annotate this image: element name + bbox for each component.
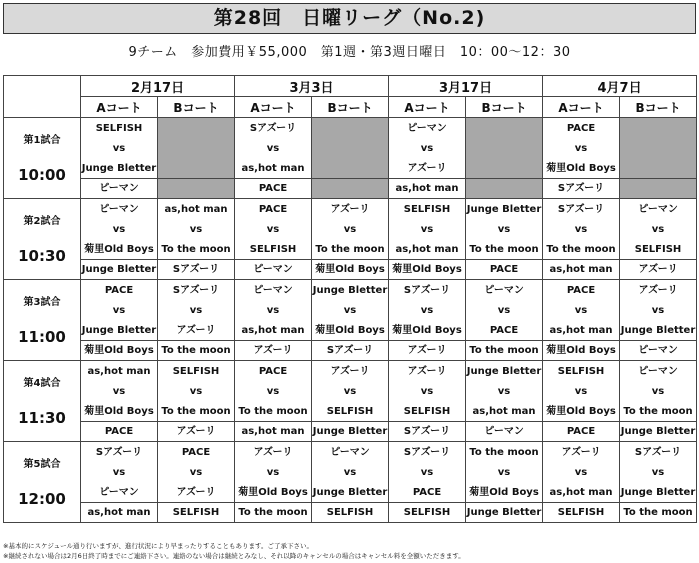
court-header: Bコート [620, 97, 697, 118]
away-team-cell: 菊里Old Boys [543, 158, 620, 179]
match-line-row [4, 482, 697, 503]
referee-team-cell: Sアズーリ [543, 179, 620, 199]
away-team-cell: To the moon [466, 239, 543, 260]
referee-team-cell: as,hot man [235, 422, 312, 442]
away-team-cell: as,hot man [543, 482, 620, 503]
home-team-cell: as,hot man [158, 199, 235, 220]
away-team-cell: アズーリ [158, 482, 235, 503]
vs-cell: vs [235, 381, 312, 401]
home-team-cell: アズーリ [543, 442, 620, 463]
referee-team-cell: PACE [235, 179, 312, 199]
round-number: 第4試合 [23, 378, 61, 389]
home-team-cell: Sアズーリ [81, 442, 158, 463]
vs-cell: vs [466, 381, 543, 401]
referee-team-cell: Junge Bletter [81, 260, 158, 280]
referee-team-cell: ピーマン [235, 260, 312, 280]
vs-cell: vs [466, 462, 543, 482]
home-team-cell: PACE [81, 280, 158, 301]
home-team-cell: as,hot man [81, 361, 158, 382]
court-header: Bコート [466, 97, 543, 118]
match-line-row [4, 118, 697, 139]
match-line-row [4, 320, 697, 341]
home-team-cell: ピーマン [235, 280, 312, 301]
round-number: 第2試合 [23, 216, 61, 227]
away-team-cell: as,hot man [543, 320, 620, 341]
away-team-cell: アズーリ [389, 158, 466, 179]
round-number: 第3試合 [23, 297, 61, 308]
vs-cell: vs [543, 381, 620, 401]
date-header: 4月7日 [543, 76, 697, 97]
home-team-cell: Sアズーリ [158, 280, 235, 301]
away-team-cell: as,hot man [235, 320, 312, 341]
home-team-cell: ピーマン [81, 199, 158, 220]
referee-team-cell: To the moon [620, 503, 697, 523]
match-line-row [4, 381, 697, 401]
away-team-cell: as,hot man [389, 239, 466, 260]
home-team-cell: アズーリ [389, 361, 466, 382]
home-team-cell: SELFISH [389, 199, 466, 220]
round-time: 10:30 [18, 247, 66, 265]
referee-team-cell: To the moon [235, 503, 312, 523]
referee-team-cell: 菊里Old Boys [312, 260, 389, 280]
match-line-row [4, 422, 697, 442]
away-team-cell: SELFISH [620, 239, 697, 260]
referee-team-cell: SELFISH [543, 503, 620, 523]
date-header-row [4, 76, 697, 97]
referee-team-cell: 菊里Old Boys [389, 260, 466, 280]
away-team-cell: Junge Bletter [620, 320, 697, 341]
notes [3, 541, 696, 561]
home-team-cell: Sアズーリ [235, 118, 312, 139]
referee-team-cell: アズーリ [235, 341, 312, 361]
date-header: 3月17日 [389, 76, 543, 97]
referee-team-cell: PACE [466, 260, 543, 280]
away-team-cell: PACE [389, 482, 466, 503]
away-team-cell: as,hot man [466, 401, 543, 422]
round-label-cell [4, 118, 81, 199]
referee-team-cell: SELFISH [312, 503, 389, 523]
match-line-row [4, 401, 697, 422]
vs-cell: vs [81, 219, 158, 239]
home-team-cell: Sアズーリ [543, 199, 620, 220]
vs-cell: vs [312, 219, 389, 239]
round-time: 12:00 [18, 490, 66, 508]
vs-cell: vs [389, 138, 466, 158]
vs-cell: vs [81, 462, 158, 482]
referee-team-cell: 菊里Old Boys [543, 341, 620, 361]
home-team-cell: アズーリ [620, 280, 697, 301]
court-header: Aコート [81, 97, 158, 118]
court-header: Bコート [312, 97, 389, 118]
referee-team-cell: PACE [543, 422, 620, 442]
vs-cell: vs [81, 138, 158, 158]
home-team-cell: ピーマン [312, 442, 389, 463]
home-team-cell: ピーマン [620, 361, 697, 382]
court-header-row [4, 97, 697, 118]
court-header: Aコート [235, 97, 312, 118]
match-line-row [4, 361, 697, 382]
away-team-cell: To the moon [235, 401, 312, 422]
away-team-cell: 菊里Old Boys [312, 320, 389, 341]
match-line-row [4, 179, 697, 199]
home-team-cell: アズーリ [312, 361, 389, 382]
round-number: 第1試合 [23, 135, 61, 146]
referee-team-cell: Junge Bletter [312, 422, 389, 442]
away-team-cell: To the moon [312, 239, 389, 260]
empty-court-cell [466, 118, 543, 179]
empty-court-cell [312, 179, 389, 199]
home-team-cell: PACE [543, 118, 620, 139]
page-title: 第28回 日曜リーグ（No.2) [3, 3, 696, 34]
vs-cell: vs [543, 462, 620, 482]
referee-team-cell: To the moon [158, 341, 235, 361]
home-team-cell: ピーマン [389, 118, 466, 139]
vs-cell: vs [389, 381, 466, 401]
league-info: 9チーム 参加費用￥55,000 第1週・第3週日曜日 10：00〜12：30 [128, 45, 571, 60]
empty-court-cell [158, 118, 235, 179]
home-team-cell: Junge Bletter [466, 199, 543, 220]
referee-team-cell: Sアズーリ [312, 341, 389, 361]
home-team-cell: Junge Bletter [466, 361, 543, 382]
referee-team-cell: Junge Bletter [466, 503, 543, 523]
match-line-row [4, 260, 697, 280]
vs-cell: vs [389, 462, 466, 482]
match-line-row [4, 219, 697, 239]
away-team-cell: To the moon [620, 401, 697, 422]
away-team-cell: 菊里Old Boys [81, 401, 158, 422]
date-header: 2月17日 [81, 76, 235, 97]
match-line-row [4, 442, 697, 463]
home-team-cell: SELFISH [543, 361, 620, 382]
referee-team-cell: ピーマン [620, 341, 697, 361]
match-line-row [4, 199, 697, 220]
vs-cell: vs [389, 300, 466, 320]
vs-cell: vs [620, 381, 697, 401]
vs-cell: vs [466, 219, 543, 239]
match-line-row [4, 462, 697, 482]
round-time: 11:00 [18, 328, 66, 346]
referee-team-cell: Sアズーリ [389, 422, 466, 442]
vs-cell: vs [543, 138, 620, 158]
away-team-cell: 菊里Old Boys [81, 239, 158, 260]
vs-cell: vs [158, 462, 235, 482]
empty-court-cell [620, 179, 697, 199]
round-label-cell [4, 361, 81, 442]
empty-court-cell [466, 179, 543, 199]
referee-team-cell: ピーマン [81, 179, 158, 199]
away-team-cell: To the moon [158, 239, 235, 260]
schedule-table [3, 75, 697, 523]
match-line-row [4, 300, 697, 320]
home-team-cell: ピーマン [466, 280, 543, 301]
away-team-cell: 菊里Old Boys [543, 401, 620, 422]
home-team-cell: Sアズーリ [389, 442, 466, 463]
home-team-cell: アズーリ [235, 442, 312, 463]
referee-team-cell: 菊里Old Boys [81, 341, 158, 361]
vs-cell: vs [389, 219, 466, 239]
away-team-cell: 菊里Old Boys [389, 320, 466, 341]
referee-team-cell: アズーリ [158, 422, 235, 442]
home-team-cell: アズーリ [312, 199, 389, 220]
home-team-cell: PACE [235, 199, 312, 220]
away-team-cell: as,hot man [235, 158, 312, 179]
round-label-cell [4, 280, 81, 361]
vs-cell: vs [235, 462, 312, 482]
match-line-row [4, 503, 697, 523]
away-team-cell: アズーリ [158, 320, 235, 341]
match-line-row [4, 341, 697, 361]
home-team-cell: PACE [235, 361, 312, 382]
referee-team-cell: Junge Bletter [620, 422, 697, 442]
empty-court-cell [312, 118, 389, 179]
home-team-cell: PACE [543, 280, 620, 301]
vs-cell: vs [158, 219, 235, 239]
note-line: ※継続されない場合は2月6日終了時までにご連絡下さい。連絡のない場合は継続とみなし、それ以降のキャンセルの場合はキャンセル料を全額いただきます。 [3, 552, 465, 560]
match-line-row [4, 239, 697, 260]
round-label-cell [4, 442, 81, 523]
round-label-cell [4, 199, 81, 280]
round-time: 11:30 [18, 409, 66, 427]
round-number: 第5試合 [23, 459, 61, 470]
away-team-cell: PACE [466, 320, 543, 341]
away-team-cell: Junge Bletter [81, 320, 158, 341]
referee-team-cell: ピーマン [466, 422, 543, 442]
home-team-cell: PACE [158, 442, 235, 463]
vs-cell: vs [235, 300, 312, 320]
away-team-cell: ピーマン [81, 482, 158, 503]
away-team-cell: SELFISH [235, 239, 312, 260]
court-header: Aコート [543, 97, 620, 118]
vs-cell: vs [620, 300, 697, 320]
court-header: Bコート [158, 97, 235, 118]
referee-team-cell: Sアズーリ [158, 260, 235, 280]
away-team-cell: To the moon [158, 401, 235, 422]
away-team-cell: Junge Bletter [620, 482, 697, 503]
vs-cell: vs [158, 300, 235, 320]
home-team-cell: Sアズーリ [620, 442, 697, 463]
home-team-cell: SELFISH [158, 361, 235, 382]
vs-cell: vs [543, 219, 620, 239]
vs-cell: vs [158, 381, 235, 401]
home-team-cell: ピーマン [620, 199, 697, 220]
date-header: 3月3日 [235, 76, 389, 97]
vs-cell: vs [81, 381, 158, 401]
referee-team-cell: as,hot man [81, 503, 158, 523]
vs-cell: vs [543, 300, 620, 320]
referee-team-cell: SELFISH [389, 503, 466, 523]
home-team-cell: SELFISH [81, 118, 158, 139]
away-team-cell: To the moon [543, 239, 620, 260]
vs-cell: vs [312, 462, 389, 482]
referee-team-cell: as,hot man [389, 179, 466, 199]
home-team-cell: To the moon [466, 442, 543, 463]
away-team-cell: Junge Bletter [81, 158, 158, 179]
away-team-cell: SELFISH [389, 401, 466, 422]
vs-cell: vs [620, 462, 697, 482]
match-line-row [4, 280, 697, 301]
vs-cell: vs [312, 300, 389, 320]
corner-cell [4, 76, 81, 118]
vs-cell: vs [235, 219, 312, 239]
court-header: Aコート [389, 97, 466, 118]
vs-cell: vs [235, 138, 312, 158]
referee-team-cell: To the moon [466, 341, 543, 361]
away-team-cell: SELFISH [312, 401, 389, 422]
schedule-body [4, 118, 697, 523]
vs-cell: vs [81, 300, 158, 320]
vs-cell: vs [620, 219, 697, 239]
referee-team-cell: アズーリ [620, 260, 697, 280]
vs-cell: vs [312, 381, 389, 401]
referee-team-cell: as,hot man [543, 260, 620, 280]
vs-cell: vs [466, 300, 543, 320]
home-team-cell: Junge Bletter [312, 280, 389, 301]
referee-team-cell: アズーリ [389, 341, 466, 361]
referee-team-cell: PACE [81, 422, 158, 442]
empty-court-cell [620, 118, 697, 179]
note-line: ※基本的にスケジュール通り行いますが、進行状況により早まったりすることもあります。ご了承下さい。 [3, 542, 314, 550]
home-team-cell: Sアズーリ [389, 280, 466, 301]
empty-court-cell [158, 179, 235, 199]
away-team-cell: 菊里Old Boys [235, 482, 312, 503]
referee-team-cell: SELFISH [158, 503, 235, 523]
away-team-cell: Junge Bletter [312, 482, 389, 503]
away-team-cell: 菊里Old Boys [466, 482, 543, 503]
round-time: 10:00 [18, 166, 66, 184]
